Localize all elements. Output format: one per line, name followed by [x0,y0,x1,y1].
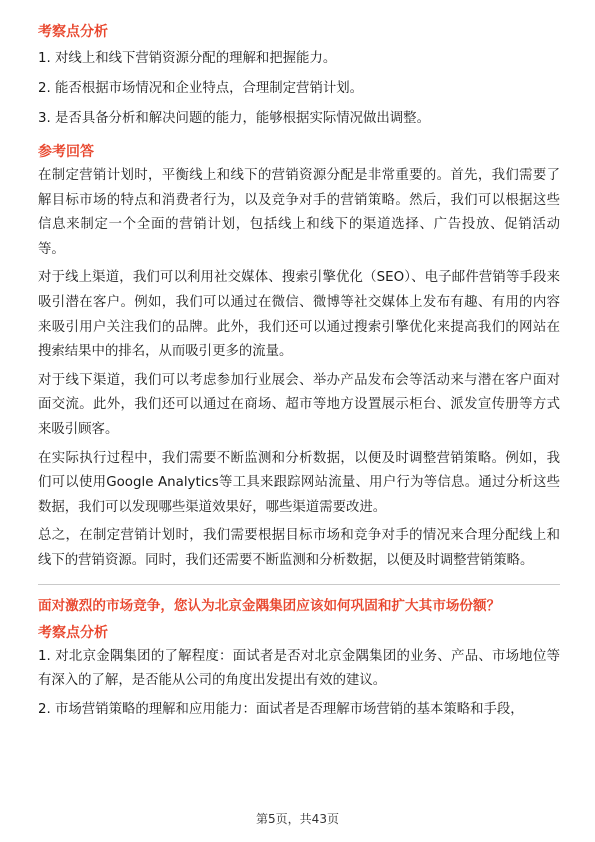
analysis-item: 3. 是否具备分析和解决问题的能力，能够根据实际情况做出调整。 [38,111,430,126]
question-title: 面对激烈的市场竞争，您认为北京金隅集团应该如何巩固和扩大其市场份额？ [38,597,501,614]
section-divider [38,584,560,585]
analysis-heading: 考察点分析 [38,624,108,641]
analysis-item: 2. 市场营销策略的理解和应用能力：面试者是否理解市场营销的基本策略和手段， [38,701,524,717]
analysis-item: 1. 对线上和线下营销资源分配的理解和把握能力。 [38,51,337,66]
reference-answer-heading: 参考回答 [38,144,94,160]
analysis-heading: 考察点分析 [38,24,108,40]
answer-paragraph: 总之，在制定营销计划时，我们需要根据目标市场和竞争对手的情况来合理分配线上和线下的营销资源。同时，我们还需要不断监测和分析数据，以便及时调整营销策略。 [38,528,560,568]
analysis-item: 2. 能否根据市场情况和企业特点，合理制定营销计划。 [38,81,364,96]
analysis-item: 1. 对北京金隅集团的了解程度：面试者是否对北京金隅集团的业务、产品、市场地位等有深入的了解，是否能从公司的角度出发提出有效的建议。 [38,648,560,689]
answer-paragraph: 在制定营销计划时，平衡线上和线下的营销资源分配是非常重要的。首先，我们需要了解目标市场的特点和消费者行为，以及竞争对手的营销策略。然后，我们可以根据这些信息来制定一个全面的营销计划，包括线上和线下的渠道选择、广告投放、促销活动等。 [38,168,560,257]
page-content [38,20,560,726]
answer-paragraph: 对于线下渠道，我们可以考虑参加行业展会、举办产品发布会等活动来与潜在客户面对面交流。此外，我们还可以通过在商场、超市等地方设置展示柜台、派发宣传册等方式来吸引顾客。 [38,372,560,437]
page-number: 第5页，共43页 [256,812,339,826]
answer-paragraph: 对于线上渠道，我们可以利用社交媒体、搜索引擎优化（SEO）、电子邮件营销等手段来吸引潜在客户。例如，我们可以通过在微信、微博等社交媒体上发布有趣、有用的内容来吸引用户关注我们的品牌。此外，我们还可以通过搜索引擎优化来提高我们的网站在搜索结果中的排名，从而吸引更多的流量。 [38,270,560,360]
answer-paragraph: 在实际执行过程中，我们需要不断监测和分析数据，以便及时调整营销策略。例如，我们可以使用Google Analytics等工具来跟踪网站流量、用户行为等信息。通过分析这些数据，我们可以发现哪些渠道效果好，哪些渠道需要改进。 [38,450,560,515]
